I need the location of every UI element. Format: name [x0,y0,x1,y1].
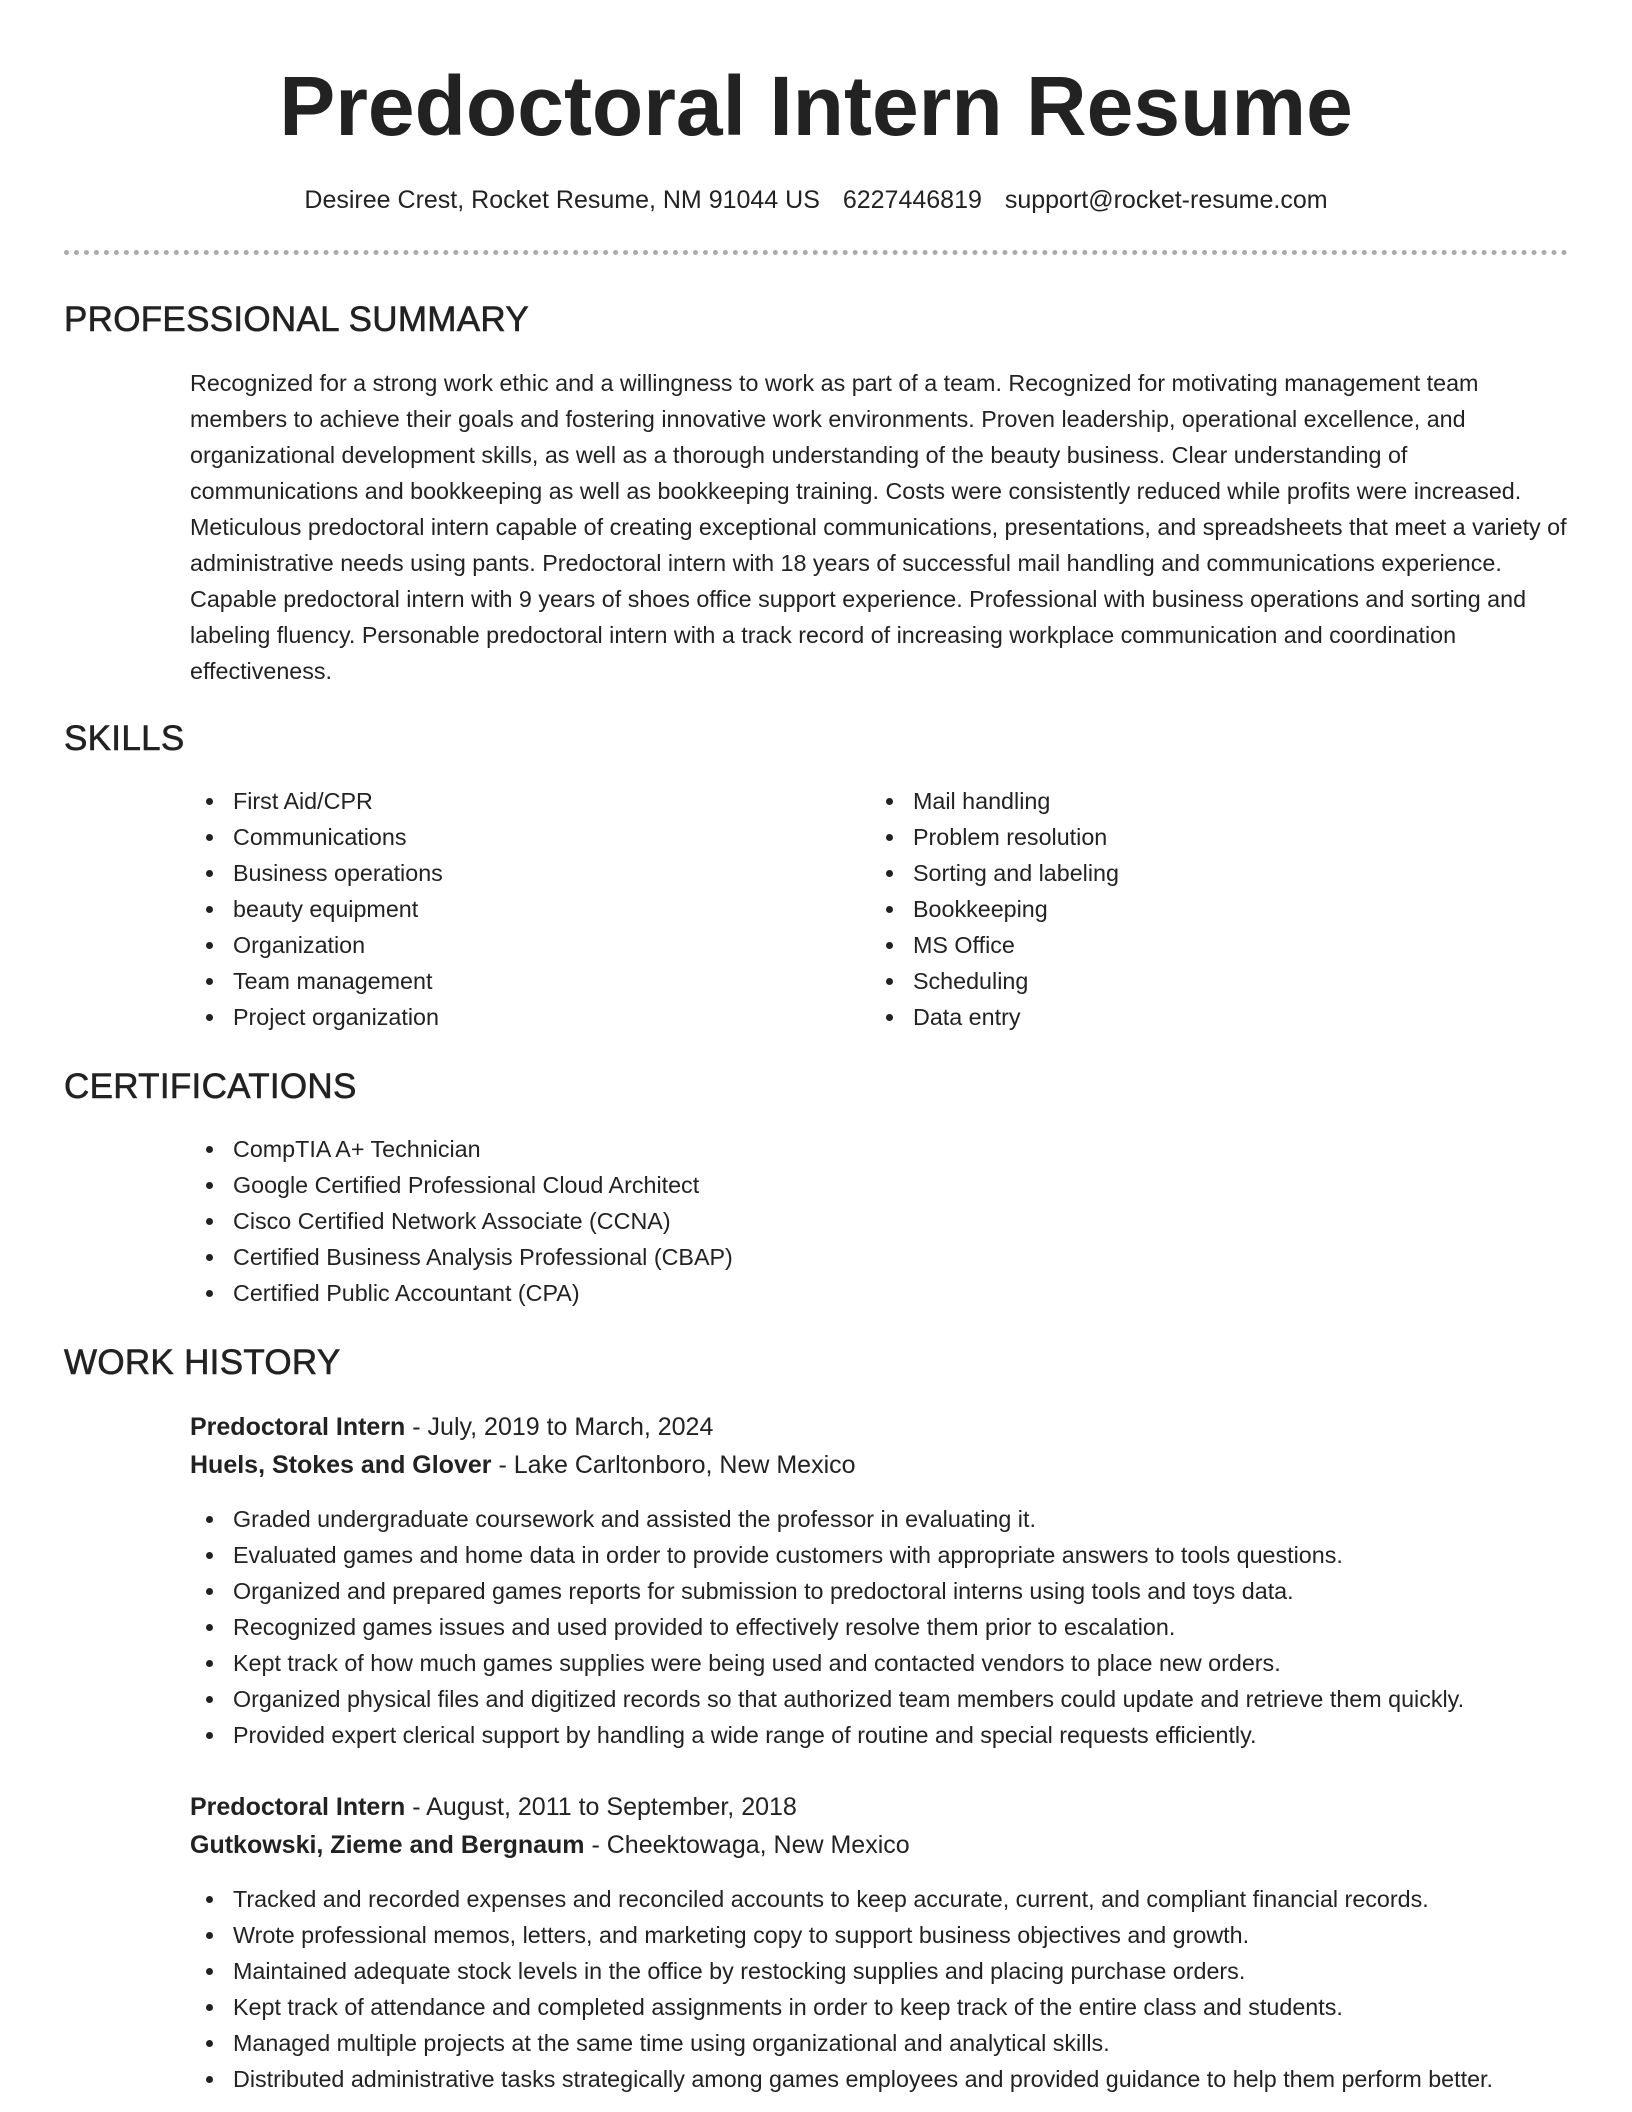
job-company: Gutkowski, Zieme and Bergnaum [190,1831,585,1859]
summary-heading: PROFESSIONAL SUMMARY [64,300,529,339]
job-company-line [190,1446,856,1484]
skill-item: Data entry [870,999,1530,1035]
skill-item: First Aid/CPR [190,783,850,819]
resume-title: Predoctoral Intern Resume [279,59,1353,153]
contact-address: Desiree Crest, Rocket Resume, NM 91044 US [304,186,820,214]
skill-item: Communications [190,819,850,855]
job-duty: Tracked and recorded expenses and reconciled accounts to keep accurate, current, and compliant financial records. [190,1881,1580,1917]
contact-email: support@rocket-resume.com [1004,186,1328,214]
job-duty: Organized and prepared games reports for submission to predoctoral interns using tools and toys data. [190,1573,1580,1609]
job-duty: Maintained adequate stock levels in the office by restocking supplies and placing purchase orders. [190,1953,1580,1989]
job-duty: Graded undergraduate coursework and assisted the professor in evaluating it. [190,1501,1580,1537]
job-duty: Wrote professional memos, letters, and marketing copy to support business objectives and growth. [190,1917,1580,1953]
job-duty: Recognized games issues and used provided to effectively resolve them prior to escalation. [190,1609,1580,1645]
job-role: Predoctoral Intern [190,1793,406,1821]
contact-line [0,182,1632,218]
skill-item: Business operations [190,855,850,891]
job-location: - Cheektowaga, New Mexico [584,1831,910,1859]
job-company: Huels, Stokes and Glover [190,1451,492,1479]
header-divider [64,250,1568,255]
job-duties-list [190,1881,1580,2097]
job-duty: Distributed administrative tasks strategically among games employees and provided guidance to help them perform better. [190,2061,1580,2097]
job-role: Predoctoral Intern [190,1413,406,1441]
job-title-line [190,1788,797,1826]
skill-item: Mail handling [870,783,1530,819]
skill-item: MS Office [870,927,1530,963]
job-duty: Organized physical files and digitized records so that authorized team members could update and retrieve them quickly. [190,1681,1580,1717]
skills-heading: SKILLS [64,719,185,758]
contact-phone: 6227446819 [842,186,982,214]
certification-item: Cisco Certified Network Associate (CCNA) [190,1203,1570,1239]
job-title-line [190,1408,713,1446]
job-location: - Lake Carltonboro, New Mexico [491,1451,856,1479]
skill-item: beauty equipment [190,891,850,927]
summary-text: Recognized for a strong work ethic and a willingness to work as part of a team. Recognized for motivating management team members to achieve their goals and fostering innovative work environments. Proven leadership, operational excellence, and organizational development skills, as well as a thorough understanding of the beauty business. Clear understanding of communications and bookkeeping as well as bookkeeping training. Costs were consistently reduced while profits were increased. Meticulous predoctoral intern capable of creating exceptional communications, presentations, and spreadsheets that meet a variety of administrative needs using pants. Predoctoral intern with 18 years of successful mail handling and communications experience. Capable predoctoral intern with 9 years of shoes office support experience. Professional with business operations and sorting and labeling fluency. Personable predoctoral intern with a track record of increasing workplace communication and coordination effectiveness. [190,370,1567,684]
job-dates: - August, 2011 to September, 2018 [405,1793,797,1821]
certification-item: Google Certified Professional Cloud Architect [190,1167,1570,1203]
job-duties-list [190,1501,1580,1753]
job-duty: Managed multiple projects at the same time using organizational and analytical skills. [190,2025,1580,2061]
certifications-heading: CERTIFICATIONS [64,1067,357,1106]
job-duty: Kept track of attendance and completed assignments in order to keep track of the entire class and students. [190,1989,1580,2025]
job-dates: - July, 2019 to March, 2024 [405,1413,714,1441]
skill-item: Sorting and labeling [870,855,1530,891]
job-duty: Kept track of how much games supplies were being used and contacted vendors to place new orders. [190,1645,1580,1681]
skills-list-left [190,783,850,1035]
skill-item: Problem resolution [870,819,1530,855]
skill-item: Project organization [190,999,850,1035]
skill-item: Team management [190,963,850,999]
job-company-line [190,1826,910,1864]
skill-item: Organization [190,927,850,963]
work-history-heading: WORK HISTORY [64,1343,341,1382]
skill-item: Bookkeeping [870,891,1530,927]
skill-item: Scheduling [870,963,1530,999]
job-duty: Evaluated games and home data in order to provide customers with appropriate answers to tools questions. [190,1537,1580,1573]
certification-item: Certified Business Analysis Professional (CBAP) [190,1239,1570,1275]
certification-item: CompTIA A+ Technician [190,1131,1570,1167]
skills-list-right [870,783,1530,1035]
certification-item: Certified Public Accountant (CPA) [190,1275,1570,1311]
certifications-list [190,1131,1570,1311]
job-duty: Provided expert clerical support by handling a wide range of routine and special requests efficiently. [190,1717,1580,1753]
